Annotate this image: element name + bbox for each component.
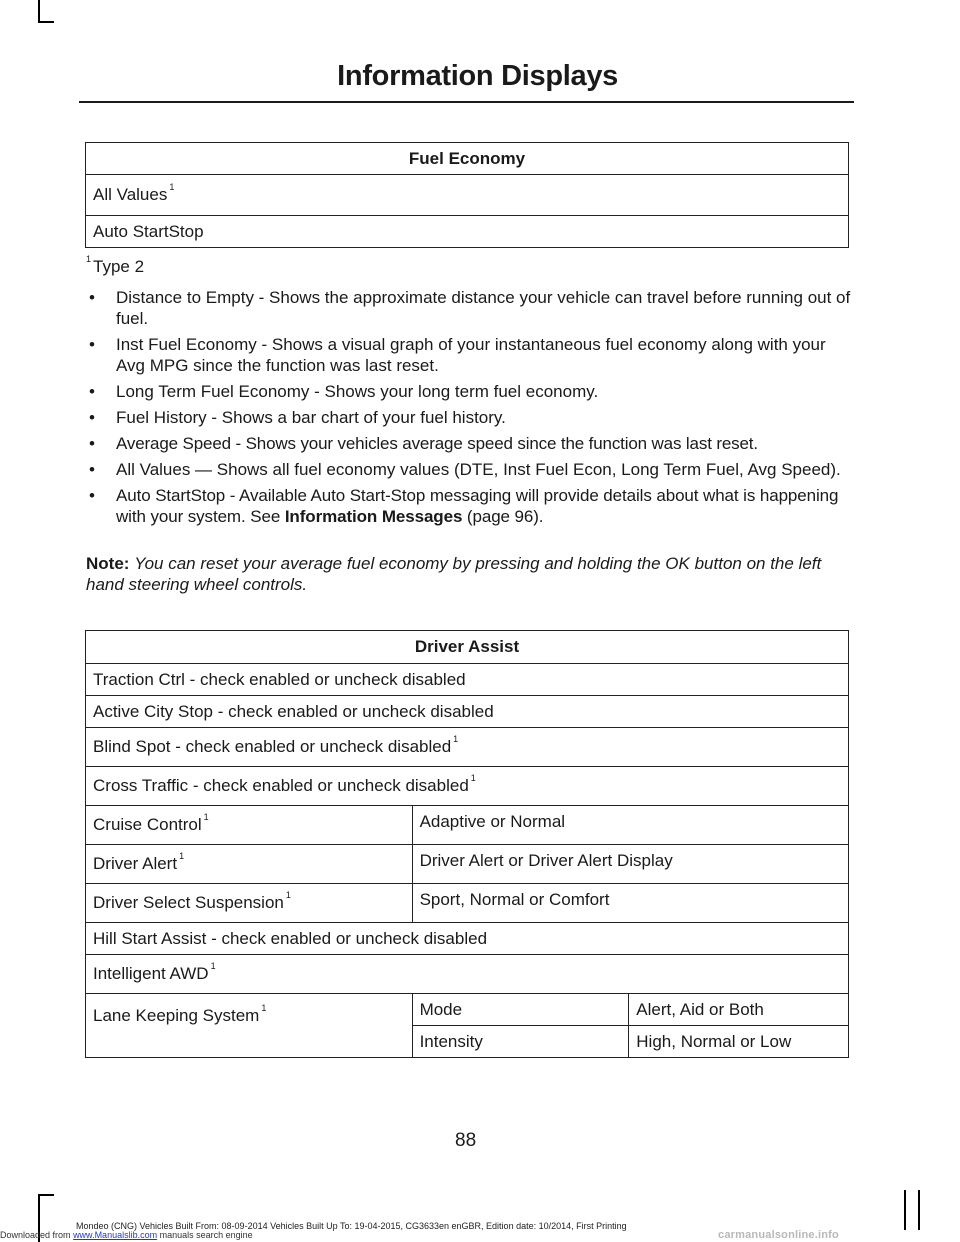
- row-value: High, Normal or Low: [629, 1026, 849, 1058]
- list-item: • All Values — Shows all fuel economy values (DTE, Inst Fuel Econ, Long Term Fuel, Avg Speed).: [86, 459, 852, 480]
- row-label-cell: [86, 994, 413, 1058]
- list-item: • Long Term Fuel Economy - Shows your long term fuel economy.: [86, 381, 852, 402]
- list-item: • Distance to Empty - Shows the approximate distance your vehicle can travel before running out of fuel.: [86, 287, 852, 329]
- fuel-economy-table: [85, 142, 849, 248]
- footnote: [86, 254, 145, 277]
- footnote-ref: 1: [169, 182, 175, 193]
- row-label: Driver Alert: [93, 854, 178, 873]
- table-row: [86, 175, 849, 216]
- cross-reference-link[interactable]: Information Messages: [284, 507, 463, 526]
- row-label-cell: [86, 884, 413, 923]
- footnote-ref: 1: [210, 961, 216, 972]
- driver-assist-heading: Driver Assist: [86, 631, 849, 664]
- page-number: 88: [455, 1130, 477, 1151]
- list-item: [86, 485, 852, 527]
- fuel-economy-heading: Fuel Economy: [86, 143, 849, 175]
- table-row: Hill Start Assist - check enabled or uncheck disabled: [86, 923, 849, 955]
- footnote-ref: 1: [203, 812, 209, 823]
- table-row: [86, 728, 849, 767]
- row-label-cell: [86, 806, 413, 845]
- row-value: Adaptive or Normal: [412, 806, 848, 845]
- row-label: Blind Spot - check enabled or uncheck disabled: [93, 737, 452, 756]
- table-row: [86, 955, 849, 994]
- row-label: Cruise Control: [93, 815, 202, 834]
- crop-mark: [38, 21, 54, 23]
- row-label: All Values: [93, 185, 168, 204]
- row-label-cell: [86, 845, 413, 884]
- list-item: • Inst Fuel Economy - Shows a visual graph of your instantaneous fuel economy along with your Avg MPG since the function was last reset.: [86, 334, 852, 376]
- footnote-ref: 1: [470, 773, 476, 784]
- page-title: Information Displays: [337, 60, 618, 92]
- note-label: Note:: [86, 554, 130, 573]
- row-sublabel: Intensity: [412, 1026, 629, 1058]
- page-reference: (page 96).: [462, 507, 544, 526]
- footnote-mark: 1: [86, 254, 92, 265]
- footnote-ref: 1: [261, 1003, 267, 1014]
- table-row: [86, 767, 849, 806]
- row-value: Alert, Aid or Both: [629, 994, 849, 1026]
- note: [86, 553, 856, 595]
- table-row: Active City Stop - check enabled or uncheck disabled: [86, 696, 849, 728]
- row-label: Intelligent AWD: [93, 964, 209, 983]
- footnote-ref: 1: [453, 734, 459, 745]
- feature-list: [86, 287, 852, 532]
- row-label: Lane Keeping System: [93, 1006, 260, 1025]
- row-label: Cross Traffic - check enabled or uncheck disabled: [93, 776, 469, 795]
- footnote-ref: 1: [179, 851, 185, 862]
- note-text: You can reset your average fuel economy by pressing and holding the OK button on the left hand steering wheel controls.: [86, 554, 822, 594]
- crop-mark: [38, 0, 40, 22]
- row-sublabel: Mode: [412, 994, 629, 1026]
- footnote-text: Type 2: [93, 257, 145, 276]
- title-divider: [79, 101, 854, 103]
- list-item: • Fuel History - Shows a bar chart of your fuel history.: [86, 407, 852, 428]
- row-label: Driver Select Suspension: [93, 893, 284, 912]
- table-row: Traction Ctrl - check enabled or uncheck disabled: [86, 664, 849, 696]
- edition-info: Mondeo (CNG) Vehicles Built From: 08-09-2014 Vehicles Built Up To: 19-04-2015, CG3633en enGBR, Edition date: 10/2014, First Printing: [76, 1221, 627, 1231]
- footnote-ref: 1: [285, 890, 291, 901]
- download-suffix: manuals search engine: [159, 1230, 253, 1240]
- row-value: Sport, Normal or Comfort: [412, 884, 848, 923]
- row-value: Driver Alert or Driver Alert Display: [412, 845, 848, 884]
- driver-assist-table: [85, 630, 849, 1058]
- download-label: Downloaded from: [0, 1230, 71, 1240]
- list-item: • Average Speed - Shows your vehicles average speed since the function was last reset.: [86, 433, 852, 454]
- source-link[interactable]: www.Manualslib.com: [73, 1230, 158, 1240]
- crop-mark: [918, 1190, 920, 1230]
- footer: [0, 1221, 960, 1242]
- crop-mark: [38, 1194, 54, 1196]
- list-item-text: Auto StartStop - Available Auto Start-Stop messaging will provide details about what is happening with your system. See: [116, 486, 839, 526]
- crop-mark: [904, 1190, 906, 1230]
- table-row: Auto StartStop: [86, 216, 849, 248]
- watermark: carmanualsonline.info: [718, 1229, 839, 1241]
